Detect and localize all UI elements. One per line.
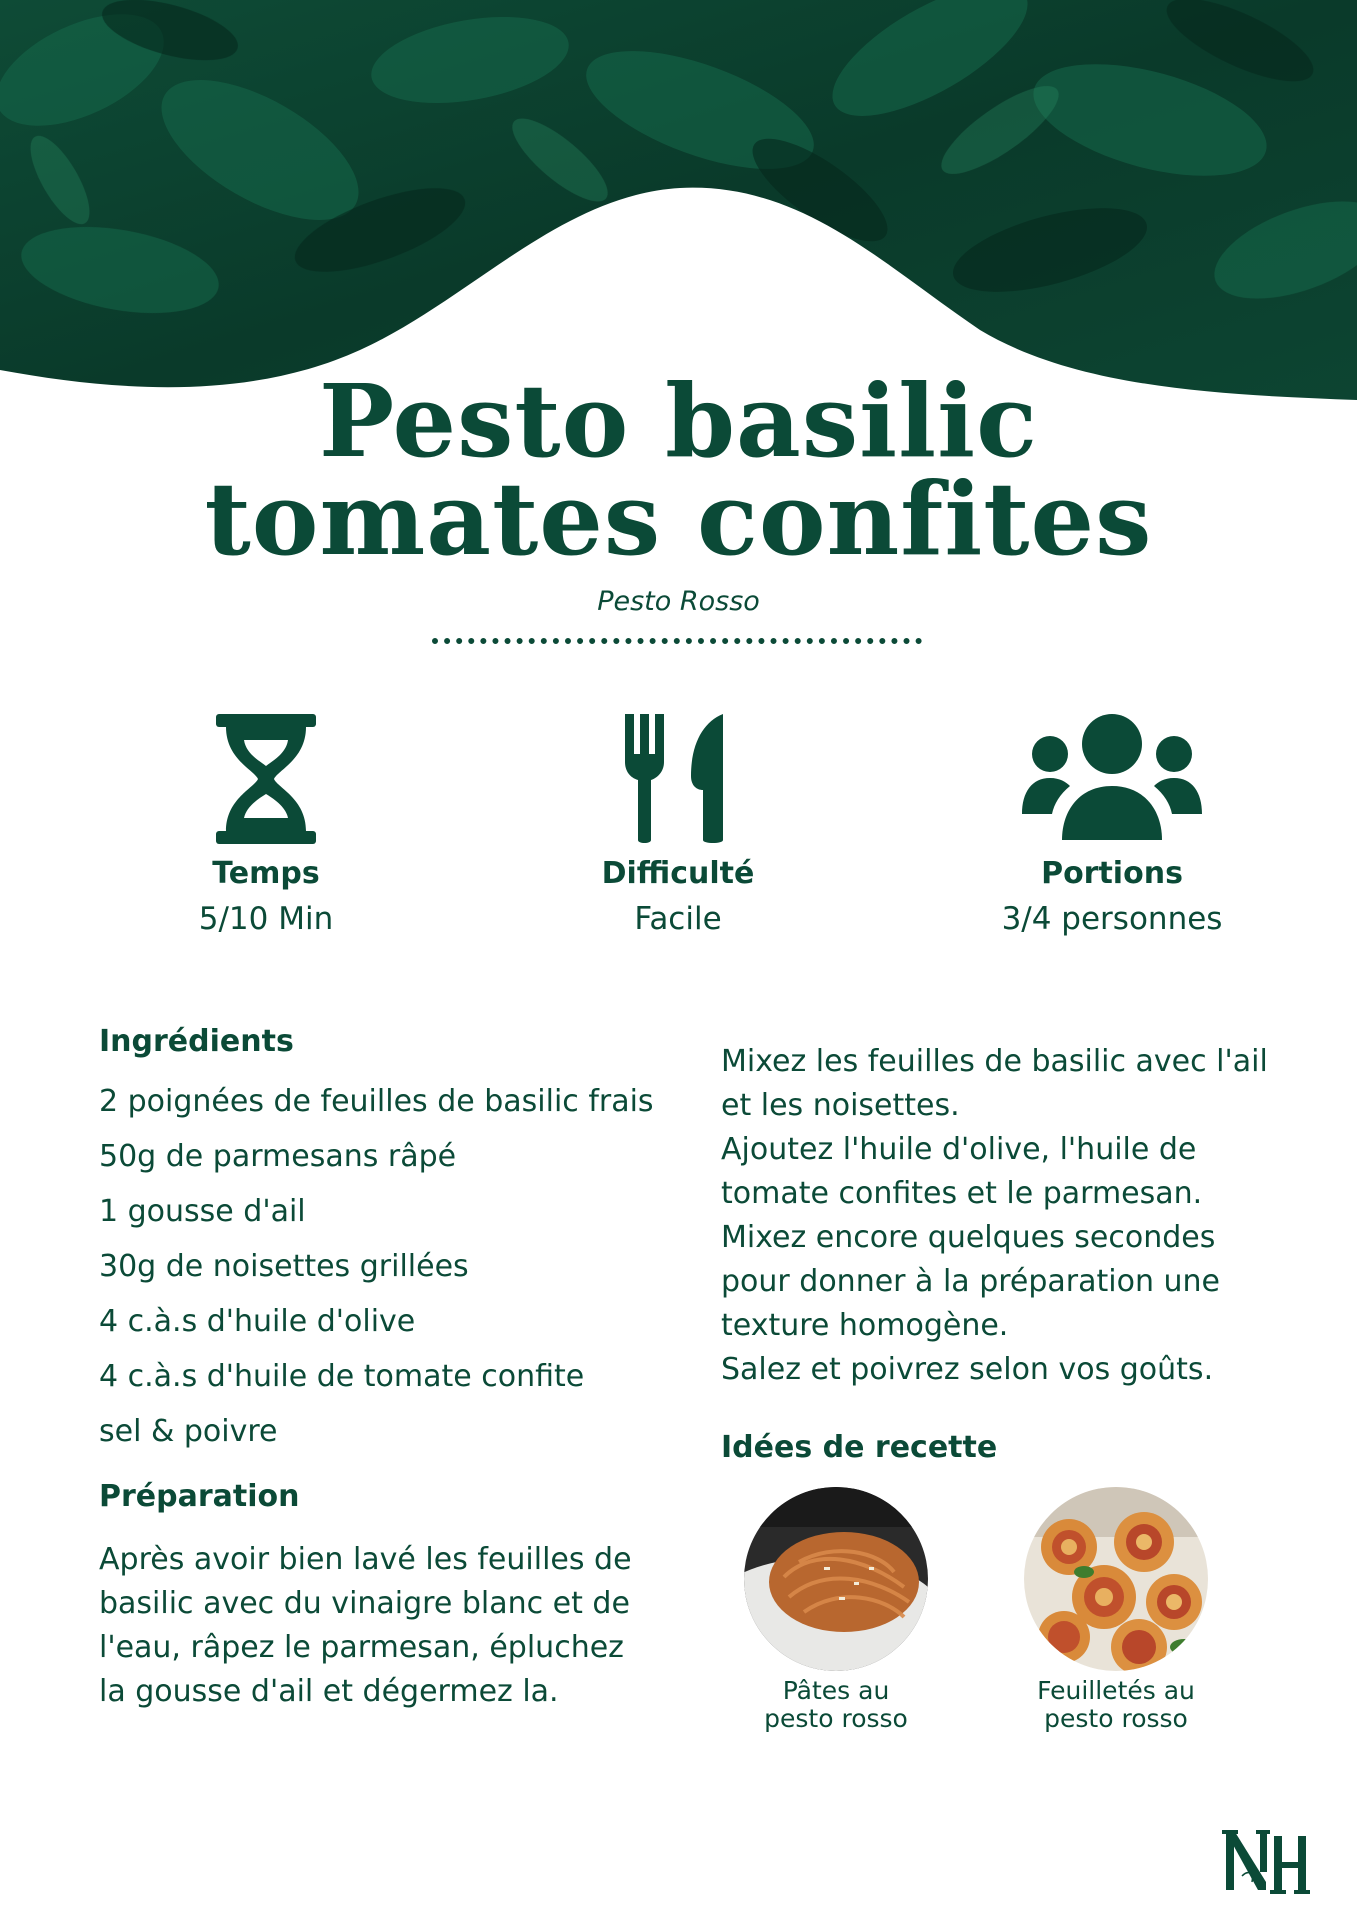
recipe-idea-caption — [1001, 1677, 1231, 1733]
preparation-step: Ajoutez l'huile d'olive, l'huile de tomate confites et le parmesan. Mixez encore quelques secondes pour donner à la préparation une texture homogène. — [721, 1132, 1221, 1343]
caption-line: Feuilletés au — [1037, 1676, 1195, 1705]
recipe-idea-caption — [721, 1677, 951, 1733]
ingredient-item: 4 c.à.s d'huile de tomate confite — [99, 1359, 585, 1394]
recipe-idea-puffs[interactable] — [1001, 1487, 1231, 1733]
ingredient-item: 30g de noisettes grillées — [99, 1249, 469, 1284]
recipe-title — [0, 362, 1357, 578]
preparation-step: Mixez les feuilles de basilic avec l'ail et les noisettes. — [721, 1044, 1268, 1123]
basil-leaves-background — [0, 0, 1357, 420]
recipe-title-line-1: Pesto basilic — [318, 362, 1038, 480]
stat-portions-value: 3/4 personnes — [1001, 901, 1223, 937]
stat-time-value: 5/10 Min — [198, 901, 334, 937]
nh-logo — [1222, 1826, 1312, 1896]
caption-line: pesto rosso — [764, 1704, 908, 1733]
preparation-title: Préparation — [99, 1479, 300, 1514]
preparation-steps — [721, 1040, 1281, 1392]
stat-time — [76, 714, 456, 937]
preparation-step: Salez et poivrez selon vos goûts. — [721, 1352, 1214, 1387]
ingredients-title: Ingrédients — [99, 1024, 294, 1059]
header-basil-banner — [0, 0, 1357, 420]
ingredient-item: sel & poivre — [99, 1414, 278, 1449]
puff-pastry-photo — [1024, 1487, 1208, 1671]
recipe-subtitle: Pesto Rosso — [597, 586, 760, 617]
stat-difficulty — [488, 714, 868, 937]
ingredients-list — [99, 1083, 659, 1451]
stat-portions-label: Portions — [1041, 856, 1183, 891]
recipe-ideas — [721, 1487, 1281, 1747]
people-icon — [922, 714, 1302, 844]
recipe-idea-pasta[interactable] — [721, 1487, 951, 1733]
stat-time-label: Temps — [212, 856, 320, 891]
caption-line: Pâtes au — [782, 1676, 890, 1705]
nh-logo-icon — [1222, 1826, 1312, 1896]
right-column — [721, 1040, 1281, 1747]
dotted-divider — [432, 638, 922, 644]
hourglass-icon — [76, 714, 456, 844]
ingredient-item: 50g de parmesans râpé — [99, 1139, 457, 1174]
left-column — [99, 1024, 659, 1714]
ingredient-item: 1 gousse d'ail — [99, 1194, 306, 1229]
stat-difficulty-value: Facile — [634, 901, 722, 937]
stat-difficulty-label: Difficulté — [601, 856, 755, 891]
stat-portions — [922, 714, 1302, 937]
ingredient-item: 2 poignées de feuilles de basilic frais — [99, 1084, 654, 1119]
ingredient-item: 4 c.à.s d'huile d'olive — [99, 1304, 416, 1339]
fork-knife-icon — [488, 714, 868, 844]
recipe-ideas-title: Idées de recette — [721, 1430, 998, 1465]
recipe-title-line-2: tomates confites — [204, 460, 1153, 578]
caption-line: pesto rosso — [1044, 1704, 1188, 1733]
preparation-intro: Après avoir bien lavé les feuilles de basilic avec du vinaigre blanc et de l'eau, râpez le parmesan, épluchez la gousse d'ail et dégermez la. — [99, 1542, 632, 1709]
pasta-photo — [744, 1487, 928, 1671]
